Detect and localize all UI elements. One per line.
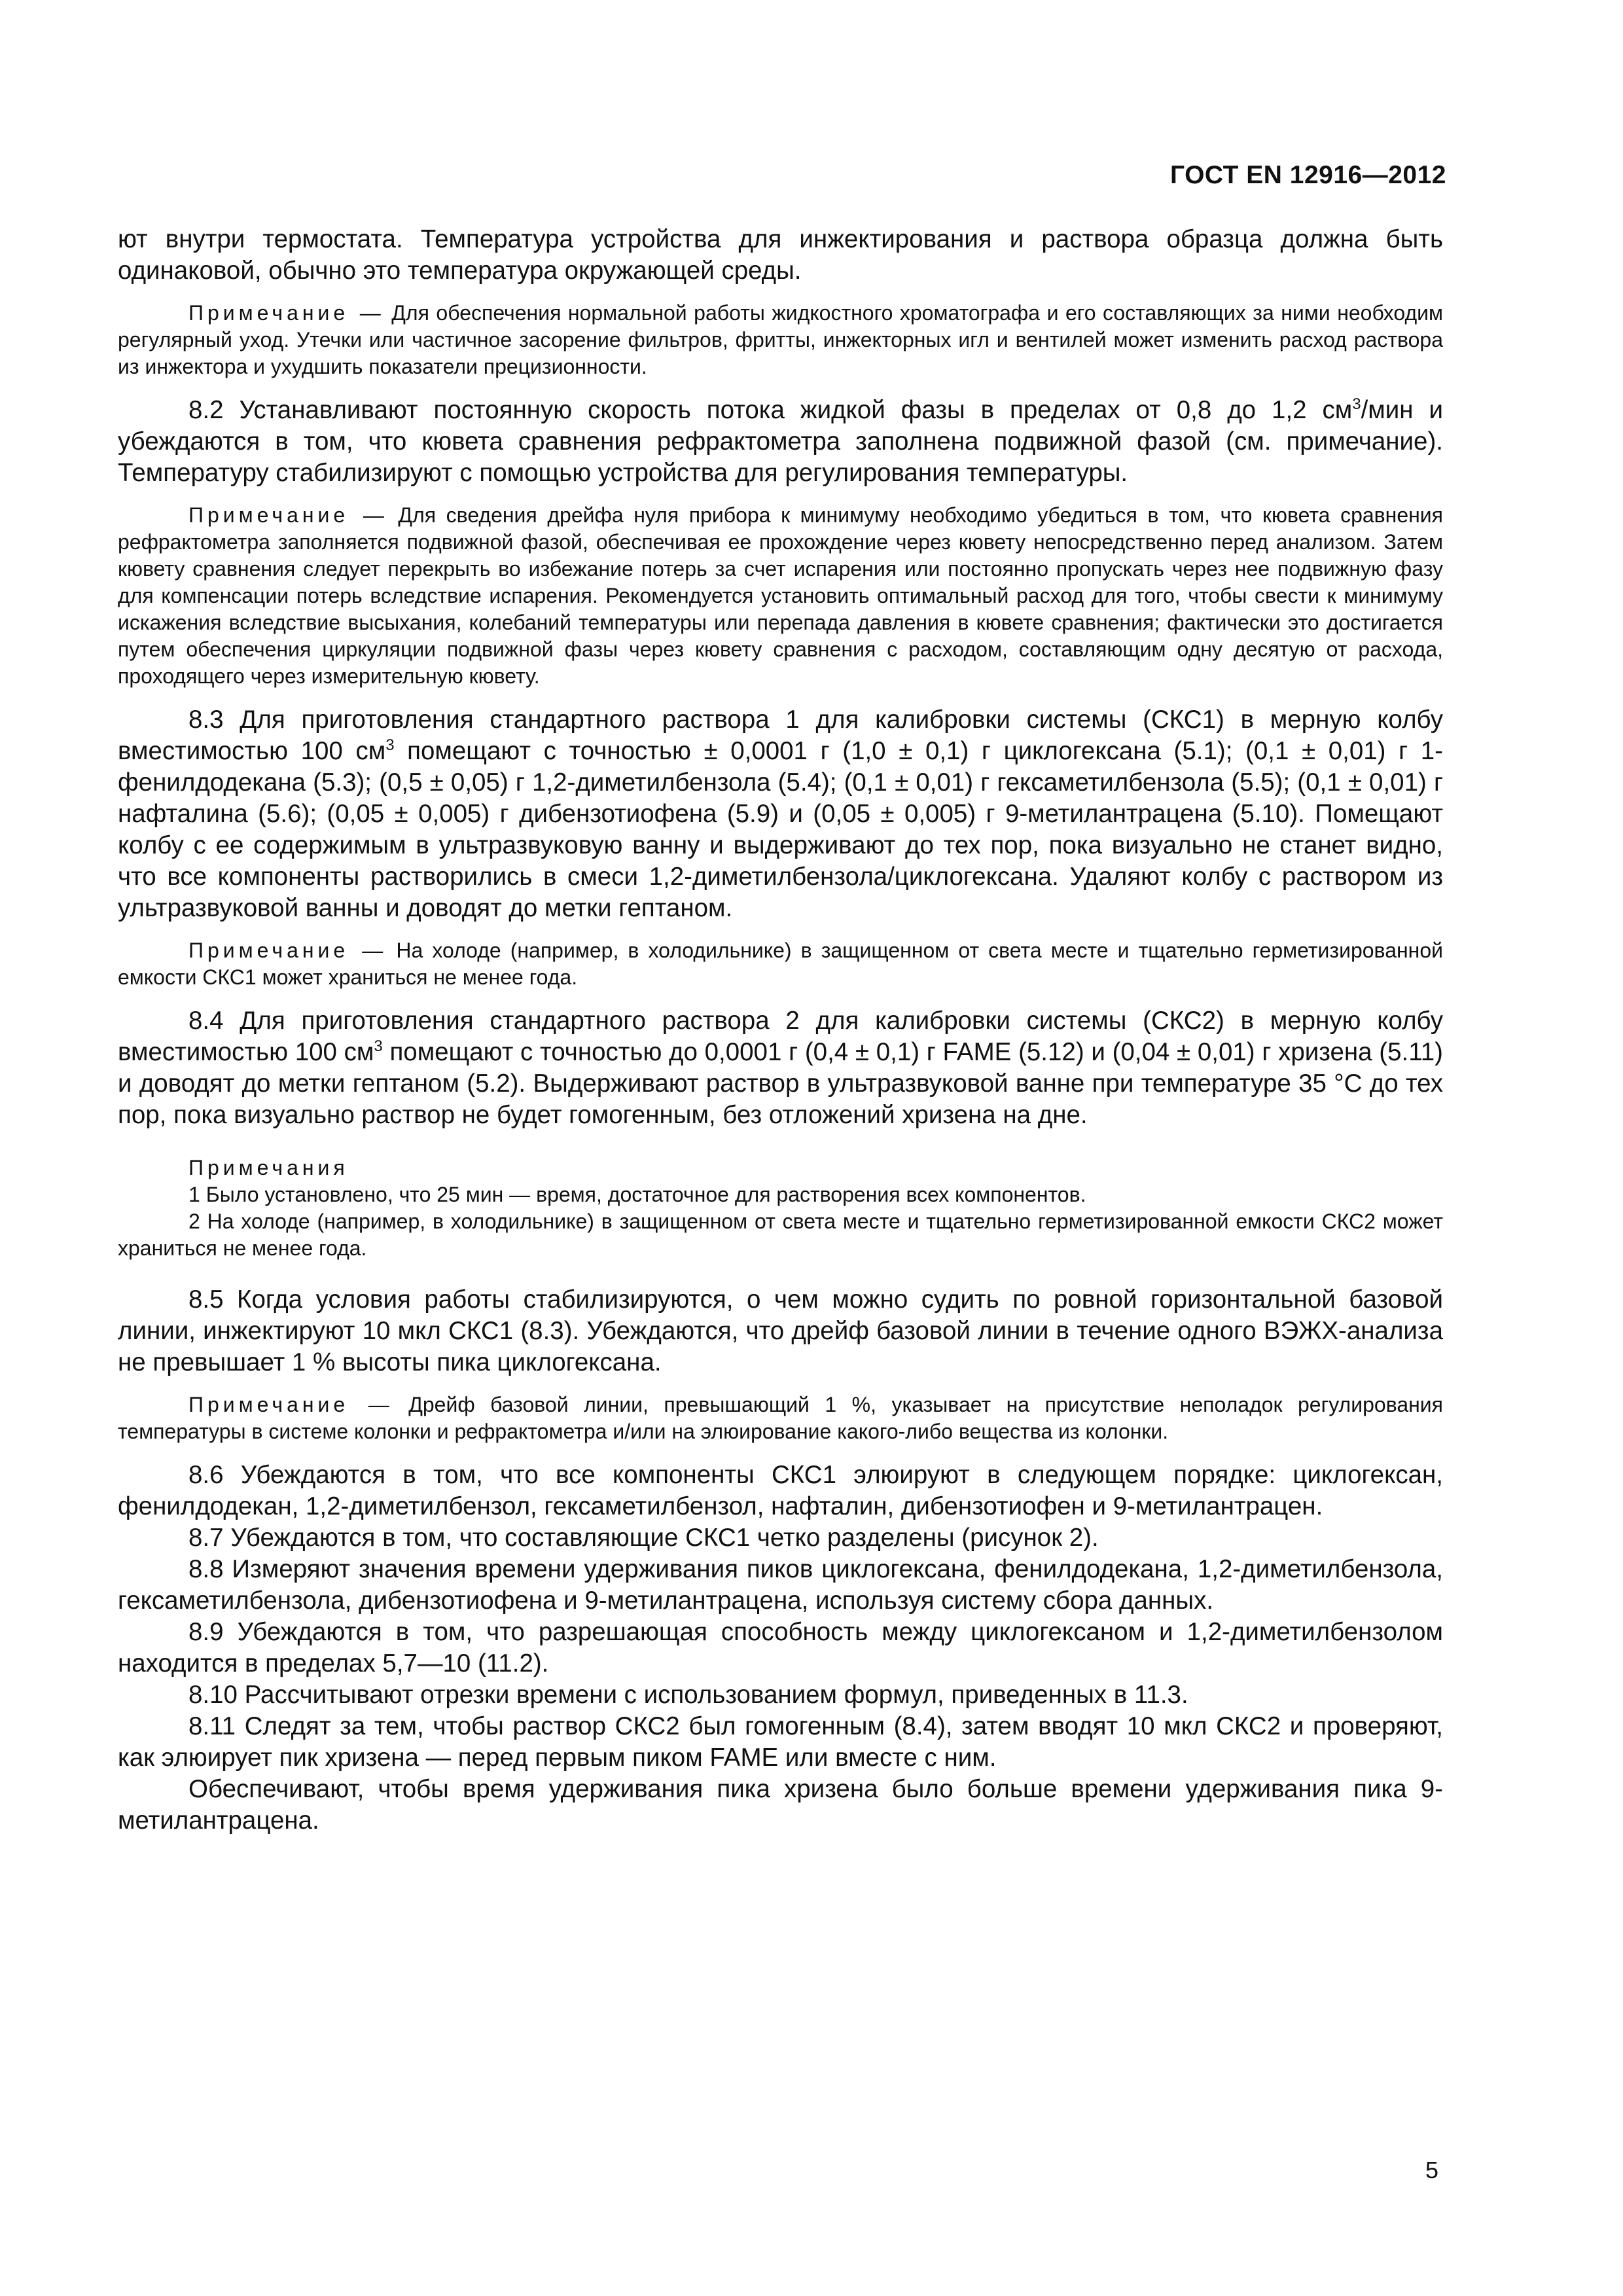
page-body [118, 224, 1443, 1837]
note-text: На холоде (например, в холодильнике) в защищенном от света месте и тщательно герметизированной емкости СКС1 может храниться не менее года. [118, 939, 1444, 989]
page-number: 5 [1425, 2157, 1438, 2183]
note-label: Примечание — [188, 1393, 393, 1416]
note-2 [118, 502, 1443, 690]
paragraph-8-2 [118, 395, 1443, 489]
paragraph-8-7: 8.7 Убеждаются в том, что составляющие СКС1 четко разделены (рисунок 2). [188, 1524, 1099, 1552]
paragraph-8-9: 8.9 Убеждаются в том, что разрешающая способность между циклогексаном и 1,2-диметилбензолом находится в пределах 5,7—10 (11.2). [118, 1618, 1443, 1677]
paragraph-8-11: 8.11 Следят за тем, чтобы раствор СКС2 был гомогенным (8.4), затем вводят 10 мкл СКС2 и проверяют, как элюирует пик хризена — перед первым пиком FAME или вместе с ним. [118, 1712, 1443, 1772]
notes-heading: Примечания [188, 1156, 349, 1179]
note-text: Для обеспечения нормальной работы жидкостного хроматографа и его составляющих за ними необходим регулярный уход. Утечки или частичное засорение фильтров, фритты, инжекторных игл и вентилей может изменить расход раствора из инжектора и ухудшить показатели прецизионности. [118, 301, 1444, 378]
paragraph-8-8: 8.8 Измеряют значения времени удерживания пиков циклогексана, фенилдодекана, 1,2-диметилбензола, гексаметилбензола, дибензотиофена и 9-метилантрацена, используя систему сбора данных. [118, 1555, 1443, 1615]
notes-item-2: 2 На холоде (например, в холодильнике) в защищенном от света месте и тщательно герметизированной емкости СКС2 может храниться не менее года. [118, 1210, 1443, 1260]
note-label: Примечание — [188, 301, 385, 325]
paragraph-text: /мин и убеждаются в том, что кювета сравнения рефрактометра заполнена подвижной фазой (см. примечание). Температуру стабилизируют с помощью устройства для регулирования температуры. [118, 396, 1443, 487]
paragraph-8-4 [118, 1005, 1443, 1131]
note-text: Для сведения дрейфа нуля прибора к минимуму необходимо убедиться в том, что кювета сравнения рефрактометра заполняется подвижной фазой, обеспечивая ее прохождение через кювету непосредственно перед анализом. Затем кювету сравнения следует перекрыть во избежание потерь за счет испарения или постоянно пропускать через нее подвижную фазу для компенсации потерь вследствие испарения. Рекомендуется установить оптимальный расход для того, чтобы свести к минимуму искажения вследствие высыхания, колебаний температуры или перепада давления в кювете сравнения; фактически это достигается путем обеспечения циркуляции подвижной фазы через кювету сравнения с расходом, составляющим одну десятую от расхода, проходящего через измерительную кювету. [118, 503, 1443, 688]
paragraph-8-10: 8.10 Рассчитывают отрезки времени с использованием формул, приведенных в 11.3. [188, 1681, 1188, 1709]
note-label: Примечание — [188, 939, 387, 962]
paragraph-8-6: 8.6 Убеждаются в том, что все компоненты СКС1 элюируют в следующем порядке: циклогексан, фенилдодекан, 1,2-диметилбензол, гексаметилбензол, нафталин, дибензотиофен и 9-метилантрацен. [118, 1461, 1443, 1520]
paragraph-final: Обеспечивают, чтобы время удерживания пика хризена было больше времени удерживания пика 9-метилантрацена. [118, 1775, 1443, 1835]
note-3 [118, 937, 1443, 991]
paragraph-text: помещают с точностью до 0,0001 г (0,4 ± 0,1) г FAME (5.12) и (0,04 ± 0,01) г хризена (5.11) и доводят до метки гептаном (5.2). Выдерживают раствор в ультразвуковой ванне при температуре 35 °С до тех пор, пока визуально раствор не будет гомогенным, без отложений хризена на дне. [118, 1038, 1443, 1129]
superscript: 3 [374, 1037, 383, 1056]
paragraph-text: 8.2 Устанавливают постоянную скорость потока жидкой фазы в пределах от 0,8 до 1,2 см [188, 396, 1353, 424]
document-code-header: ГОСТ EN 12916—2012 [1169, 161, 1446, 189]
paragraph-text: 8.3 Для приготовления стандартного раствора 1 для калибровки системы (СКС1) в мерную колбу вместимостью 100 см [118, 706, 1443, 765]
notes-item-1: 1 Было установлено, что 25 мин — время, достаточное для растворения всех компонентов. [188, 1183, 1086, 1206]
note-1 [118, 300, 1443, 380]
superscript: 3 [1352, 395, 1361, 414]
paragraph-continuation: ют внутри термостата. Температура устройства для инжектирования и раствора образца должна быть одинаковой, обычно это температура окружающей среды. [118, 225, 1443, 285]
note-text: Дрейф базовой линии, превышающий 1 %, указывает на присутствие неполадок регулирования температуры в системе колонки и рефрактометра и/или на элюирование какого-либо вещества из колонки. [118, 1393, 1443, 1443]
paragraph-8-3 [118, 704, 1443, 924]
superscript: 3 [385, 736, 395, 755]
paragraph-8-5: 8.5 Когда условия работы стабилизируются, о чем можно судить по ровной горизонтальной базовой линии, инжектируют 10 мкл СКС1 (8.3). Убеждаются, что дрейф базовой линии в течение одного ВЭЖХ-анализа не превышает 1 % высоты пика циклогексана. [118, 1285, 1443, 1376]
paragraph-text: помещают с точностью ± 0,0001 г (1,0 ± 0,1) г циклогексана (5.1); (0,1 ± 0,01) г 1-фенилдодекана (5.3); (0,5 ± 0,05) г 1,2-диметилбензола (5.4); (0,1 ± 0,01) г гексаметилбензола (5.5); (0,1 ± 0,01) г нафталина (5.6); (0,05 ± 0,005) г дибензотиофена (5.9) и (0,05 ± 0,005) г 9-метилантрацена (5.10). Помещают колбу с ее содержимым в ультразвуковую ванну и выдерживают до тех пор, пока визуально не станет видно, что все компоненты растворились в смеси 1,2-диметилбензола/циклогексана. Удаляют колбу с раствором из ультразвуковой ванны и доводят до метки гептаном. [118, 737, 1443, 922]
note-label: Примечание — [188, 503, 388, 527]
paragraph-text: 8.4 Для приготовления стандартного раствора 2 для калибровки системы (СКС2) в мерную колбу вместимостью 100 см [118, 1007, 1443, 1066]
note-4 [118, 1391, 1443, 1445]
